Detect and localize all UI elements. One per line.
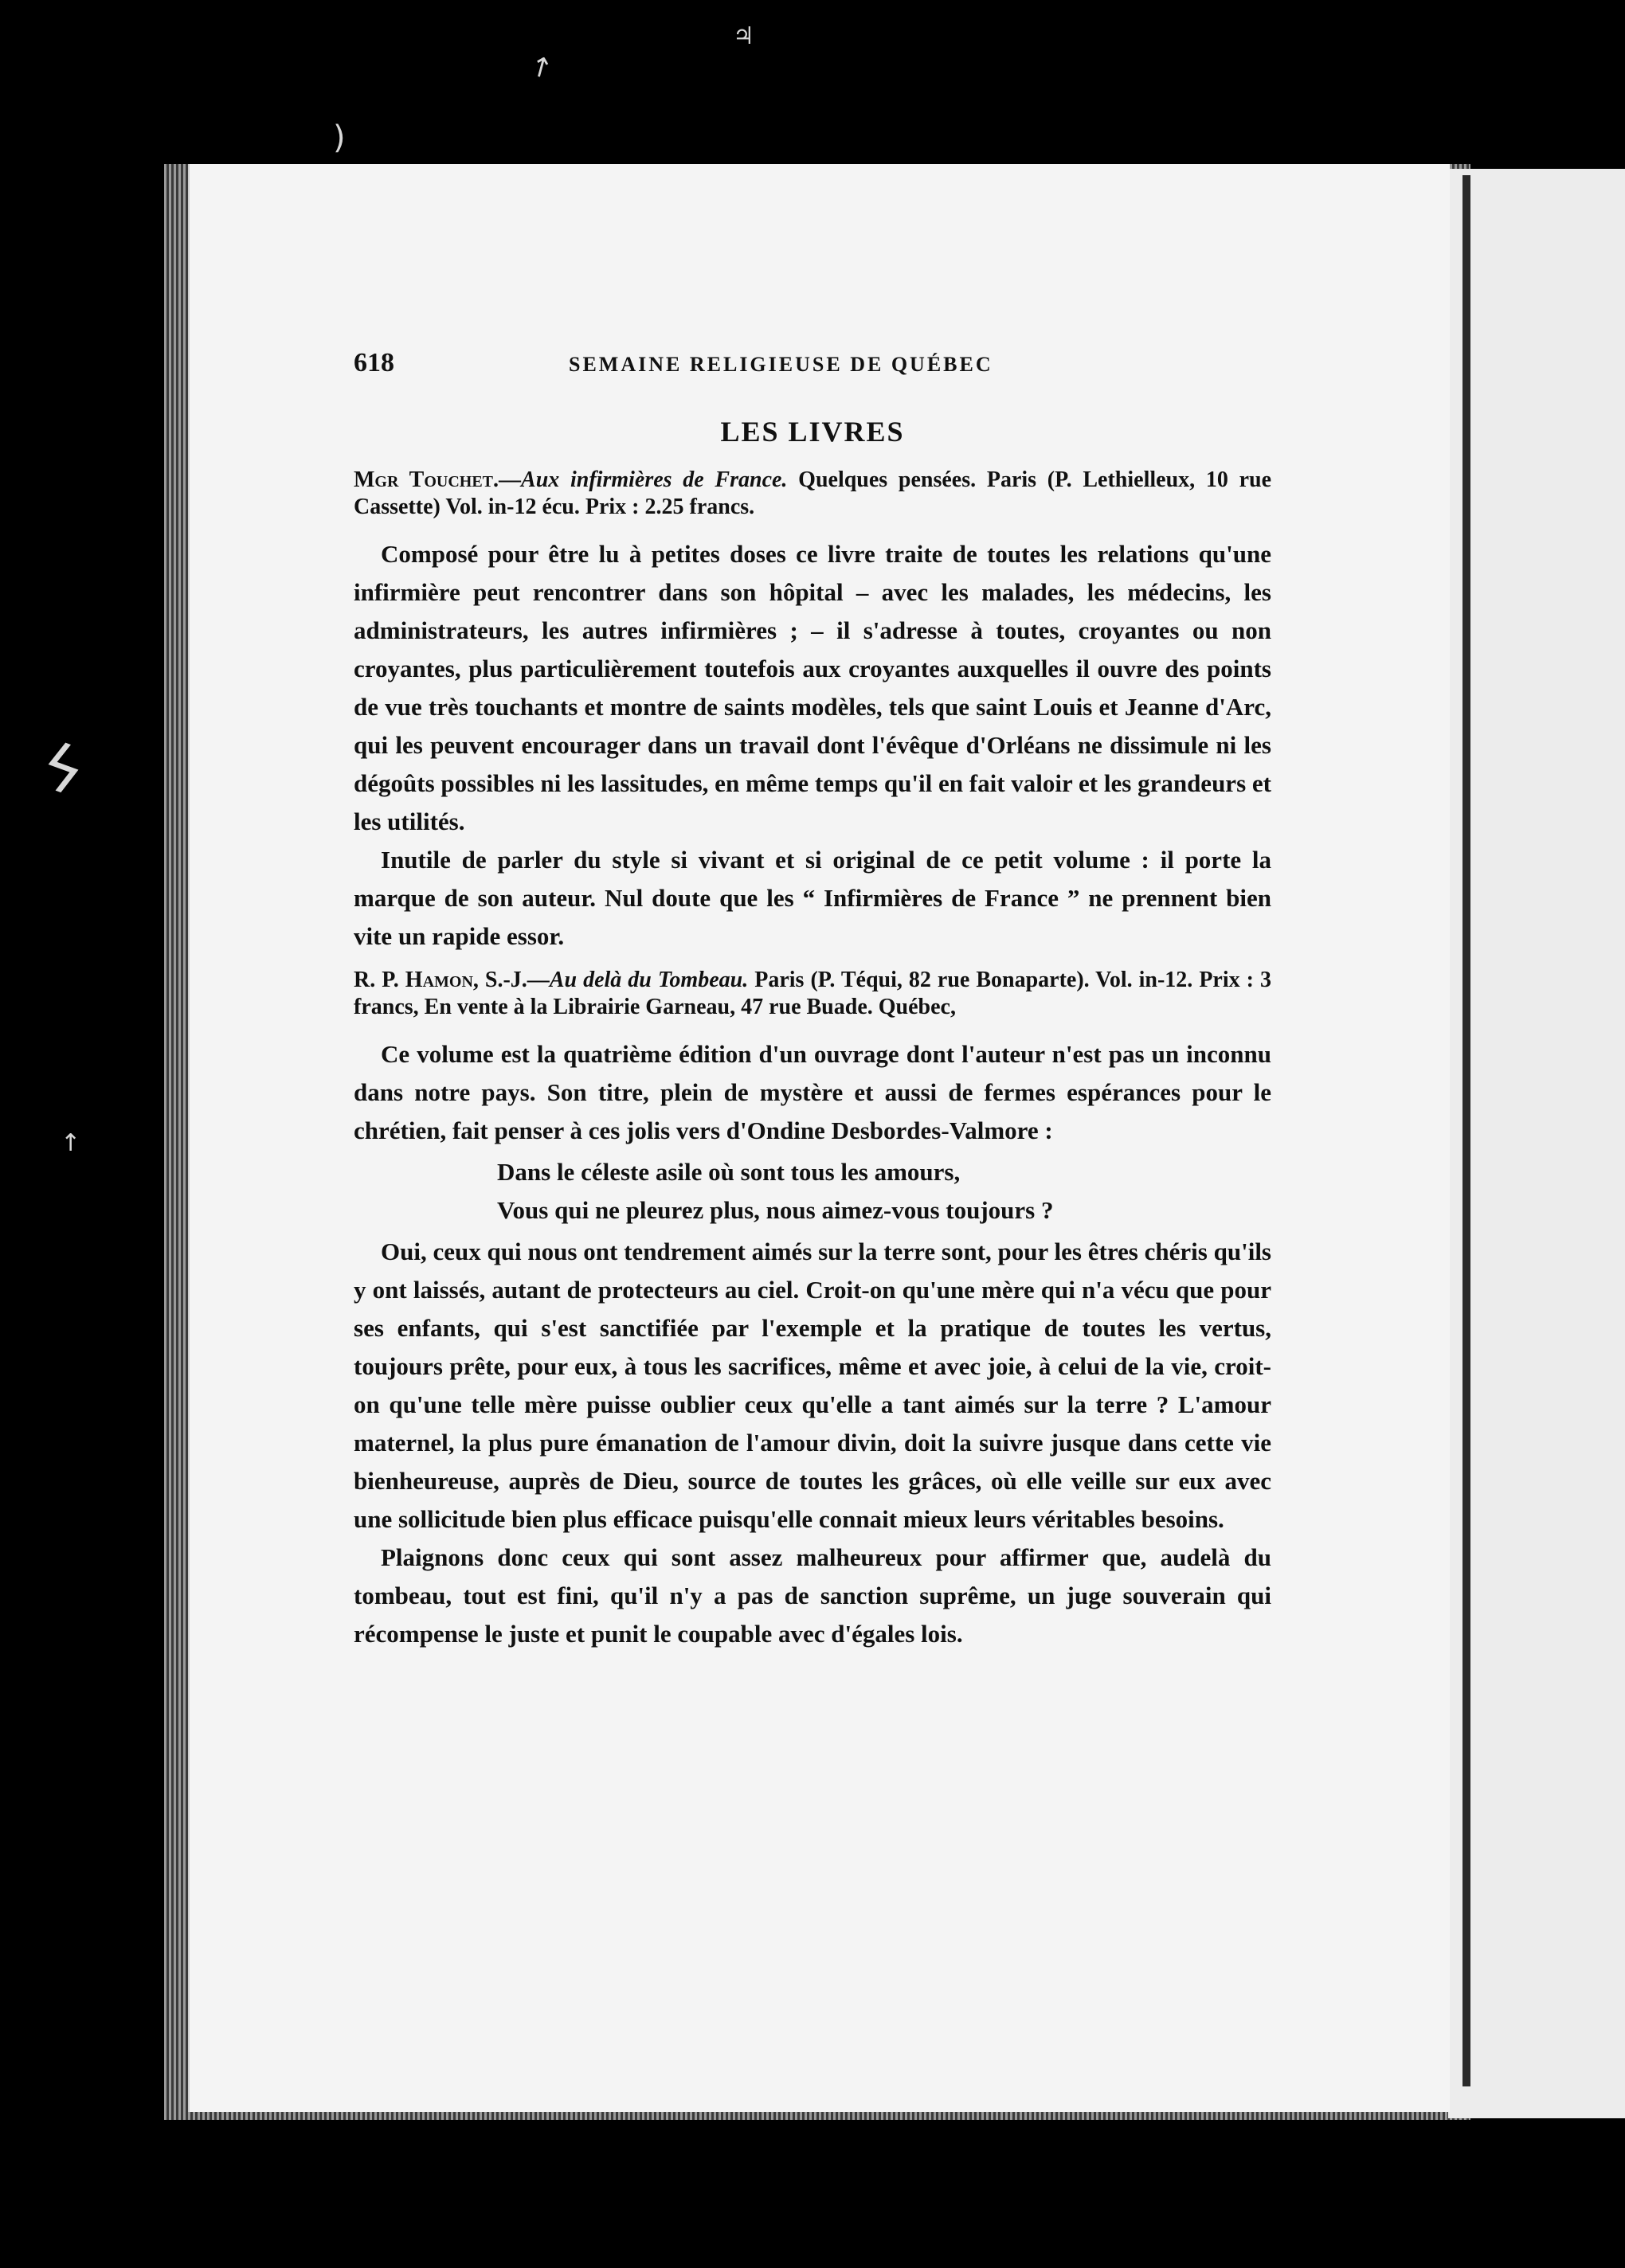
section-title: LES LIVRES [720,416,905,448]
verse-quote [497,1153,1271,1230]
review-paragraph: Ce volume est la quatrième édition d'un ouvrage dont l'auteur n'est pas un inconnu dans notre pays. Son titre, plein de mystère et aussi de fermes espérances pour le chrétien, fait penser à ces jolis vers d'Ondine Desbordes-Valmore : [354,1040,1271,1144]
reference-details: Quelques pensées. Paris (P. Lethielleux, 10 rue Cassette) Vol. in-12 écu. Prix : 2.25 francs. [354,467,1272,519]
review-paragraph: Inutile de parler du style si vivant et si original de ce petit volume : il porte la marque de son auteur. Nul doute que les “ Infirmières de France ” ne prennent bien vite un rapide essor. [354,846,1271,950]
facing-page [1448,169,1625,2118]
book-reference-2 [354,967,1271,1021]
verse-line: Vous qui ne pleurez plus, nous aimez-vous toujours ? [497,1196,1054,1224]
reference-title: Au delà du Tombeau. [549,968,749,992]
facing-page-gutter [1462,175,1470,2086]
scan-mark: ↗ [523,47,559,87]
review-paragraph: Composé pour être lu à petites doses ce livre traite de toutes les relations qu'une infirmière peut rencontrer dans son hôpital – avec les malades, les médecins, les administrateurs, les autres infirmières ; – il s'adresse à toutes, croyantes ou non croyantes, plus particulièrement toutefois aux croyantes auxquelles il ouvre des points de vue très touchants et montre de saints modèles, tels que saint Louis et Jeanne d'Arc, qui les peuvent encourager dans un travail dont l'évêque d'Orléans ne dissimule ni les dégoûts possibles ni les lassitudes, en même temps qu'il en fait valoir et les grandeurs et les utilités. [354,540,1271,835]
reference-title: Aux infirmières de France. [521,467,788,492]
review-paragraph: Plaignons donc ceux qui sont assez malheureux pour affirmer que, audelà du tombeau, tout est fini, qu'il n'y a pas de sanction suprême, un juge souverain qui récompense le juste et punit le coupable avec d'égales lois. [354,1543,1271,1648]
scan-mark: ↑ [61,1129,81,1157]
book-page [188,164,1450,2112]
page-number: 618 [354,348,394,377]
reference-details: Paris (P. Téqui, 82 rue Bonaparte). Vol. in-12. Prix : 3 francs, En vente à la Librairie Garneau, 47 rue Buade. Québec, [354,968,1272,1019]
spacer [354,956,1271,967]
book-reference-1 [354,467,1271,521]
scan-mark: ♃ [733,22,754,50]
page-content [354,344,1271,1653]
running-head: SEMAINE RELIGIEUSE DE QUÉBEC [569,353,993,376]
reference-author: R. P. Hamon, S.-J.— [354,968,550,992]
scan-mark: ϟ [29,727,96,812]
review-paragraph: Oui, ceux qui nous ont tendrement aimés sur la terre sont, pour les êtres chéris qu'ils y ont laissés, autant de protecteurs au ciel. Croit-on qu'une mère qui n'a vécu que pour ses enfants, qui s'est sanctifiée par l'exemple et la pratique de toutes les vertus, toujours prête, pour eux, à tous les sacrifices, même et avec joie, à celui de la vie, croit-on qu'une telle mère puisse oublier ceux qu'elle a tant aimés sur la terre ? L'amour maternel, la plus pure émanation de l'amour divin, doit la suivre jusque dans cette vie bienheureuse, auprès de Dieu, source de toutes les grâces, où elle veille sur eux avec une sollicitude bien plus efficace puisqu'elle connait mieux leurs véritables besoins. [354,1238,1271,1533]
page-header [354,344,1271,384]
scan-mark: ) [333,119,346,156]
verse-line: Dans le céleste asile où sont tous les amours, [497,1158,961,1186]
reference-author: Mgr Touchet.— [354,467,522,492]
